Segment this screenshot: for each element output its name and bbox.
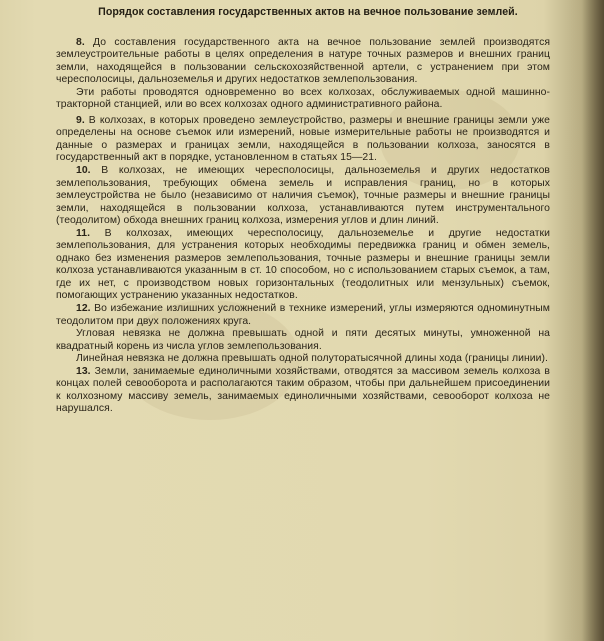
document-body [56, 6, 550, 416]
paragraph-10 [56, 165, 550, 228]
paragraph-text: Линейная невязка не должна превышать одной полуторатысячной длины хода (границы линии). [76, 353, 548, 365]
paragraph-text: В колхозах, не имеющих чересполосицы, дальноземелья и других недостатков землепользования, требующих обмена земель и исправления границ, но в которых землеустройства не было (независимо от наличия съемок), точные размеры и внешние границы земли, находящейся в пользовании колхоза, устанавливаются путем инструментального (теодолитом) обхода внешних границ колхоза, измерения углов и длин линий. [56, 165, 550, 227]
page-edge-shadow [582, 0, 604, 641]
paragraph-text: В колхозах, имеющих чересполосицу, дальноземелье и другие недостатки землепользования, для устранения которых необходимы передвижка границ и обмен земель, однако без изменения размеров землепользования, точные размеры и внешние границы земли колхоза устанавливаются указанным в ст. 10 способом, но с использованием старых съемок, а там, где их нет, с производством новых горизонтальных (теодолитных или мензульных) съемок, помогающих устранению указанных недостатков. [56, 227, 550, 302]
paragraph-12 [56, 303, 550, 328]
paragraph-13 [56, 366, 550, 416]
paragraph-text: Угловая невязка не должна превышать одной и пяти десятых минуты, умноженной на квадратный корень из числа углов землепользования. [56, 328, 550, 352]
paragraph-9 [56, 115, 550, 165]
paragraph-number: 9. [76, 114, 85, 126]
paragraph-number: 8. [76, 36, 85, 48]
paragraph-11 [56, 228, 550, 303]
paragraph-text: До составления государственного акта на вечное пользование землей производятся землеустроительные работы в целях определения в натуре точных размеров и внешних границ земли, находящейся в пользовании сельскохозяйственной артели, с устранением при этом чересполосицы, дальноземелья и других недостатков землепользования. [56, 36, 550, 86]
paragraph-text: В колхозах, в которых проведено землеустройство, размеры и внешние границы земли уже определены на основе съемок или измерений, новые измерительные работы не производятся и данные о размерах и границах земли, находящейся в пользовании колхоза, заносятся в государственный акт в порядке, установленном в статьях 15—21. [56, 114, 550, 164]
paragraph-8-continued [56, 87, 550, 112]
paragraph-12-linear [56, 353, 550, 366]
paragraph-text: Земли, занимаемые единоличными хозяйствами, отводятся за массивом земель колхоза в концах полей севооборота и располагаются таким образом, чтобы при дальнейшем присоединении к колхозному массиву земель, занимаемых единоличными хозяйствами, севооборот колхоза не нарушался. [56, 365, 550, 415]
paragraph-number: 13. [76, 365, 91, 377]
paragraph-number: 11. [76, 227, 91, 239]
paragraph-text: Во избежание излишних усложнений в технике измерений, углы измеряются одноминутным теодолитом при двух положениях круга. [56, 303, 550, 327]
paragraph-8 [56, 37, 550, 87]
paragraph-text: Эти работы проводятся одновременно во всех колхозах, обслуживаемых одной машинно-тракторной станцией, или во всех колхозах одного административного района. [56, 86, 550, 111]
paragraph-number: 12. [76, 303, 91, 315]
paragraph-number: 10. [76, 165, 91, 177]
paragraph-12-angular [56, 328, 550, 353]
document-heading: Порядок составления государственных актов на вечное пользование землей. [98, 6, 518, 18]
